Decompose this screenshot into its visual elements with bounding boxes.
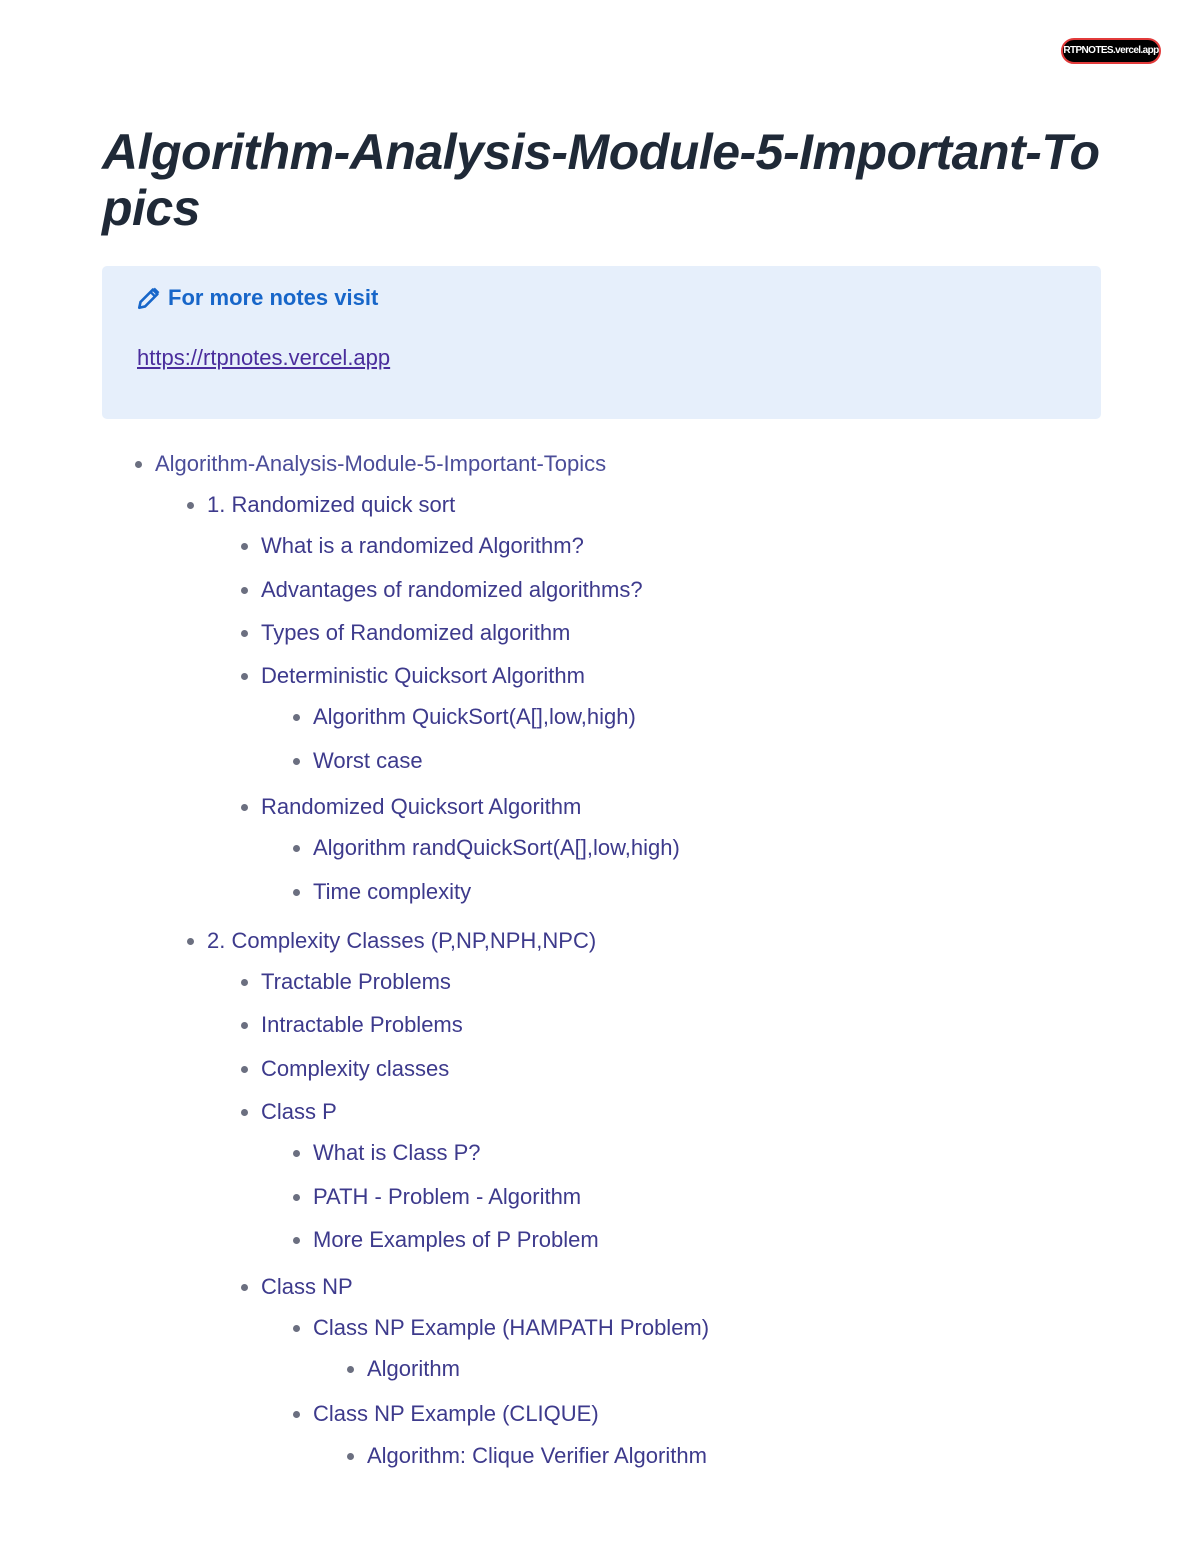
toc-item-label: Class NP Example (CLIQUE) [313, 1401, 599, 1426]
toc-item-label: Algorithm QuickSort(A[],low,high) [313, 704, 636, 729]
toc-item[interactable] [313, 748, 423, 774]
toc-item-label: Algorithm: Clique Verifier Algorithm [367, 1443, 707, 1468]
toc-item-label: Types of Randomized algorithm [261, 620, 571, 645]
toc-item[interactable] [261, 1012, 463, 1038]
bullet-dot [347, 1366, 354, 1373]
notes-callout [102, 266, 1101, 419]
callout-heading: For more notes visit [168, 285, 379, 310]
toc-item[interactable] [313, 1184, 581, 1210]
toc-item[interactable] [313, 704, 636, 730]
bullet-dot [241, 630, 248, 637]
toc-item[interactable] [261, 533, 584, 559]
toc-item-label: What is Class P? [313, 1140, 481, 1165]
toc-item-label: Deterministic Quicksort Algorithm [261, 663, 585, 688]
bullet-dot [293, 758, 300, 765]
bullet-dot [293, 889, 300, 896]
toc-item[interactable] [261, 794, 581, 820]
toc-item-label: Intractable Problems [261, 1012, 463, 1037]
toc-item[interactable] [207, 928, 596, 954]
page-title: Algorithm-Analysis-Module-5-Important-Topics [102, 124, 1100, 236]
bullet-dot [241, 1109, 248, 1116]
callout-header [136, 285, 378, 311]
bullet-dot [241, 673, 248, 680]
toc-item[interactable] [261, 969, 451, 995]
toc-item[interactable] [367, 1443, 707, 1469]
bullet-dot [293, 1411, 300, 1418]
toc-item-label: Class P [261, 1099, 337, 1124]
bullet-dot [293, 714, 300, 721]
toc-item[interactable] [313, 1401, 599, 1427]
toc-item[interactable] [313, 879, 471, 905]
toc-item[interactable] [261, 1099, 337, 1125]
toc-item[interactable] [261, 663, 585, 689]
bullet-dot [187, 938, 194, 945]
toc-item[interactable] [313, 835, 680, 861]
bullet-dot [347, 1453, 354, 1460]
toc-item-label: Worst case [313, 748, 423, 773]
toc-item[interactable] [261, 577, 643, 603]
toc-item[interactable] [313, 1140, 481, 1166]
toc-item-label: Class NP [261, 1274, 353, 1299]
bullet-dot [293, 1150, 300, 1157]
toc-item-label: Algorithm [367, 1356, 460, 1381]
bullet-dot [241, 543, 248, 550]
toc-item-label: 1. Randomized quick sort [207, 492, 456, 517]
toc-item-label: Complexity classes [261, 1056, 450, 1081]
bullet-dot [293, 845, 300, 852]
bullet-dot [241, 1284, 248, 1291]
bullet-dot [241, 1066, 248, 1073]
toc-item[interactable] [261, 1274, 353, 1300]
toc-item-label: Advantages of randomized algorithms? [261, 577, 643, 602]
bullet-dot [135, 461, 142, 468]
bullet-dot [293, 1194, 300, 1201]
toc-item-label: Algorithm-Analysis-Module-5-Important-Topics [155, 451, 607, 476]
brand-badge: RTPNOTES.vercel.app [1061, 38, 1161, 64]
toc-item-label: Randomized Quicksort Algorithm [261, 794, 582, 819]
notes-site-link[interactable]: https://rtpnotes.vercel.app [137, 345, 391, 370]
toc-item-label: More Examples of P Problem [313, 1227, 599, 1252]
toc-item[interactable] [207, 492, 455, 518]
toc-item[interactable] [313, 1315, 709, 1341]
toc-item[interactable] [261, 1056, 449, 1082]
bullet-dot [293, 1237, 300, 1244]
toc-item-label: What is a randomized Algorithm? [261, 533, 584, 558]
bullet-dot [241, 804, 248, 811]
toc-item[interactable] [261, 620, 570, 646]
toc-item-label: PATH - Problem - Algorithm [313, 1184, 582, 1209]
toc-item-label: Time complexity [313, 879, 472, 904]
toc-item-label: Class NP Example (HAMPATH Problem) [313, 1315, 710, 1340]
bullet-dot [241, 979, 248, 986]
toc-item-label: Algorithm randQuickSort(A[],low,high) [313, 835, 680, 860]
bullet-dot [241, 1022, 248, 1029]
pencil-icon [136, 285, 162, 311]
toc-item-label: Tractable Problems [261, 969, 451, 994]
toc-item[interactable] [313, 1227, 599, 1253]
toc-item [155, 451, 606, 477]
bullet-dot [241, 587, 248, 594]
toc-item-label: 2. Complexity Classes (P,NP,NPH,NPC) [207, 928, 597, 953]
toc-item[interactable] [367, 1356, 460, 1382]
bullet-dot [187, 502, 194, 509]
bullet-dot [293, 1325, 300, 1332]
